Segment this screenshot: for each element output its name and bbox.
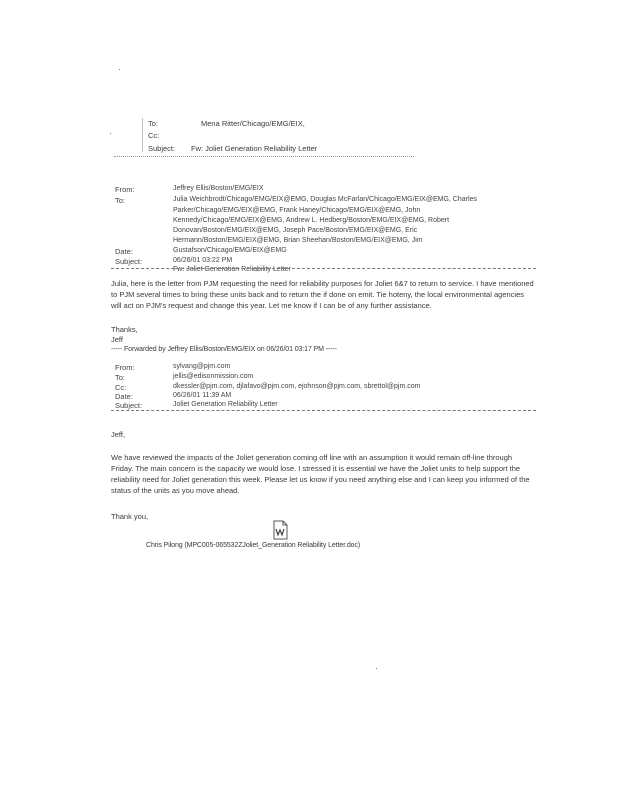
fwd1-to-line: Parker/Chicago/EMG/EIX@EMG, Frank Haney/Chicago/EMG/EIX@EMG, John	[173, 207, 421, 214]
fwd1-subject-value: Fw: Joliet Generation Reliability Letter	[173, 266, 291, 273]
outer-subject-label: Subject:	[148, 144, 176, 153]
fwd1-to-line: Gustafson/Chicago/EMG/EIX@EMG	[173, 247, 287, 254]
fwd2-date-label: Date:	[115, 392, 133, 401]
message1-closing: Thanks,	[111, 325, 138, 334]
outer-to-value: Mena Ritter/Chicago/EMG/EIX,	[201, 119, 305, 128]
header-divider	[114, 156, 414, 157]
fwd2-to-value: jellis@edisonmission.com	[173, 373, 254, 380]
fwd1-to-line: Julia Weichbrodt/Chicago/EMG/EIX@EMG, Douglas McFarlan/Chicago/EMG/EIX@EMG, Charles	[173, 196, 477, 203]
attachment-link[interactable]: Chris Pilong (MPC005-065532ZJoliet_Generation Reliability Letter.doc)	[146, 542, 361, 549]
fwd2-date-value: 06/26/01 11:39 AM	[173, 392, 232, 399]
outer-to-label: To:	[148, 119, 159, 128]
fwd1-divider	[111, 268, 536, 269]
fwd2-subject-value: Joliet Generation Reliability Letter	[173, 401, 278, 408]
fwd1-subject-label: Subject:	[115, 257, 143, 266]
fwd2-from-label: From:	[115, 363, 135, 372]
outer-subject-value: Fw: Joliet Generation Reliability Letter	[191, 144, 318, 153]
scan-speck	[119, 69, 120, 70]
message2-greeting: Jeff,	[111, 430, 126, 439]
scan-speck	[376, 668, 377, 669]
fwd1-from-label: From:	[115, 185, 135, 194]
message1-body: Julia, here is the letter from PJM requesting the need for reliability purposes for Joliet 6&7 to return to service. I have mentioned to PJM several times to bring these units back and to return the if done on emit. Tie hoteny, the local environmental agencies will act on PJM's request and change this year. Let me know if I can be of any further assistance.	[111, 279, 534, 310]
message2-closing: Thank you,	[111, 512, 149, 521]
fwd1-to-line: Hermann/Boston/EMG/EIX@EMG, Brian Sheehan/Boston/EMG/EIX@EMG, Jim	[173, 237, 423, 244]
fwd2-subject-label: Subject:	[115, 401, 143, 410]
message1-signature: Jeff	[111, 335, 123, 344]
fwd1-from-value: Jeffrey Ellis/Boston/EMG/EIX	[173, 185, 264, 192]
fwd1-to-line: Kennedy/Chicago/EMG/EIX@EMG, Andrew L. Hedberg/Boston/EMG/EIX@EMG, Robert	[173, 217, 450, 224]
fwd2-cc-value: dkessler@pjm.com, djlafavo@pjm.com, ejohnson@pjm.com, sbrettol@pjm.com	[173, 383, 421, 390]
fwd1-to-label: To:	[115, 196, 126, 205]
fwd1-date-label: Date:	[115, 247, 133, 256]
forwarded-line: ----- Forwarded by Jeffrey Ellis/Boston/EMG/EIX on 06/26/01 03:17 PM -----	[111, 346, 337, 353]
message2-body: We have reviewed the impacts of the Joliet generation coming off line with an assumption it would remain off-line through Friday. The main concern is the capacity we would lose. I stressed it is essential we have the Joliet units to help support the reliability need for Joliet generation this week. Please let us know if you need anything else and I can keep you informed of the status of the units as you move ahead.	[111, 453, 530, 495]
fwd2-divider	[111, 410, 536, 411]
fwd2-to-label: To:	[115, 373, 126, 382]
fwd1-to-line: Donovan/Boston/EMG/EIX@EMG, Joseph Pace/Boston/EMG/EIX@EMG, Eric	[173, 227, 418, 234]
fwd1-date-value: 06/26/01 03:22 PM	[173, 257, 233, 264]
fwd2-from-value: sylvang@pjm.com	[173, 363, 231, 370]
scan-speck	[110, 133, 111, 134]
outer-cc-label: Cc:	[148, 131, 160, 140]
fwd2-cc-label: Cc:	[115, 383, 127, 392]
